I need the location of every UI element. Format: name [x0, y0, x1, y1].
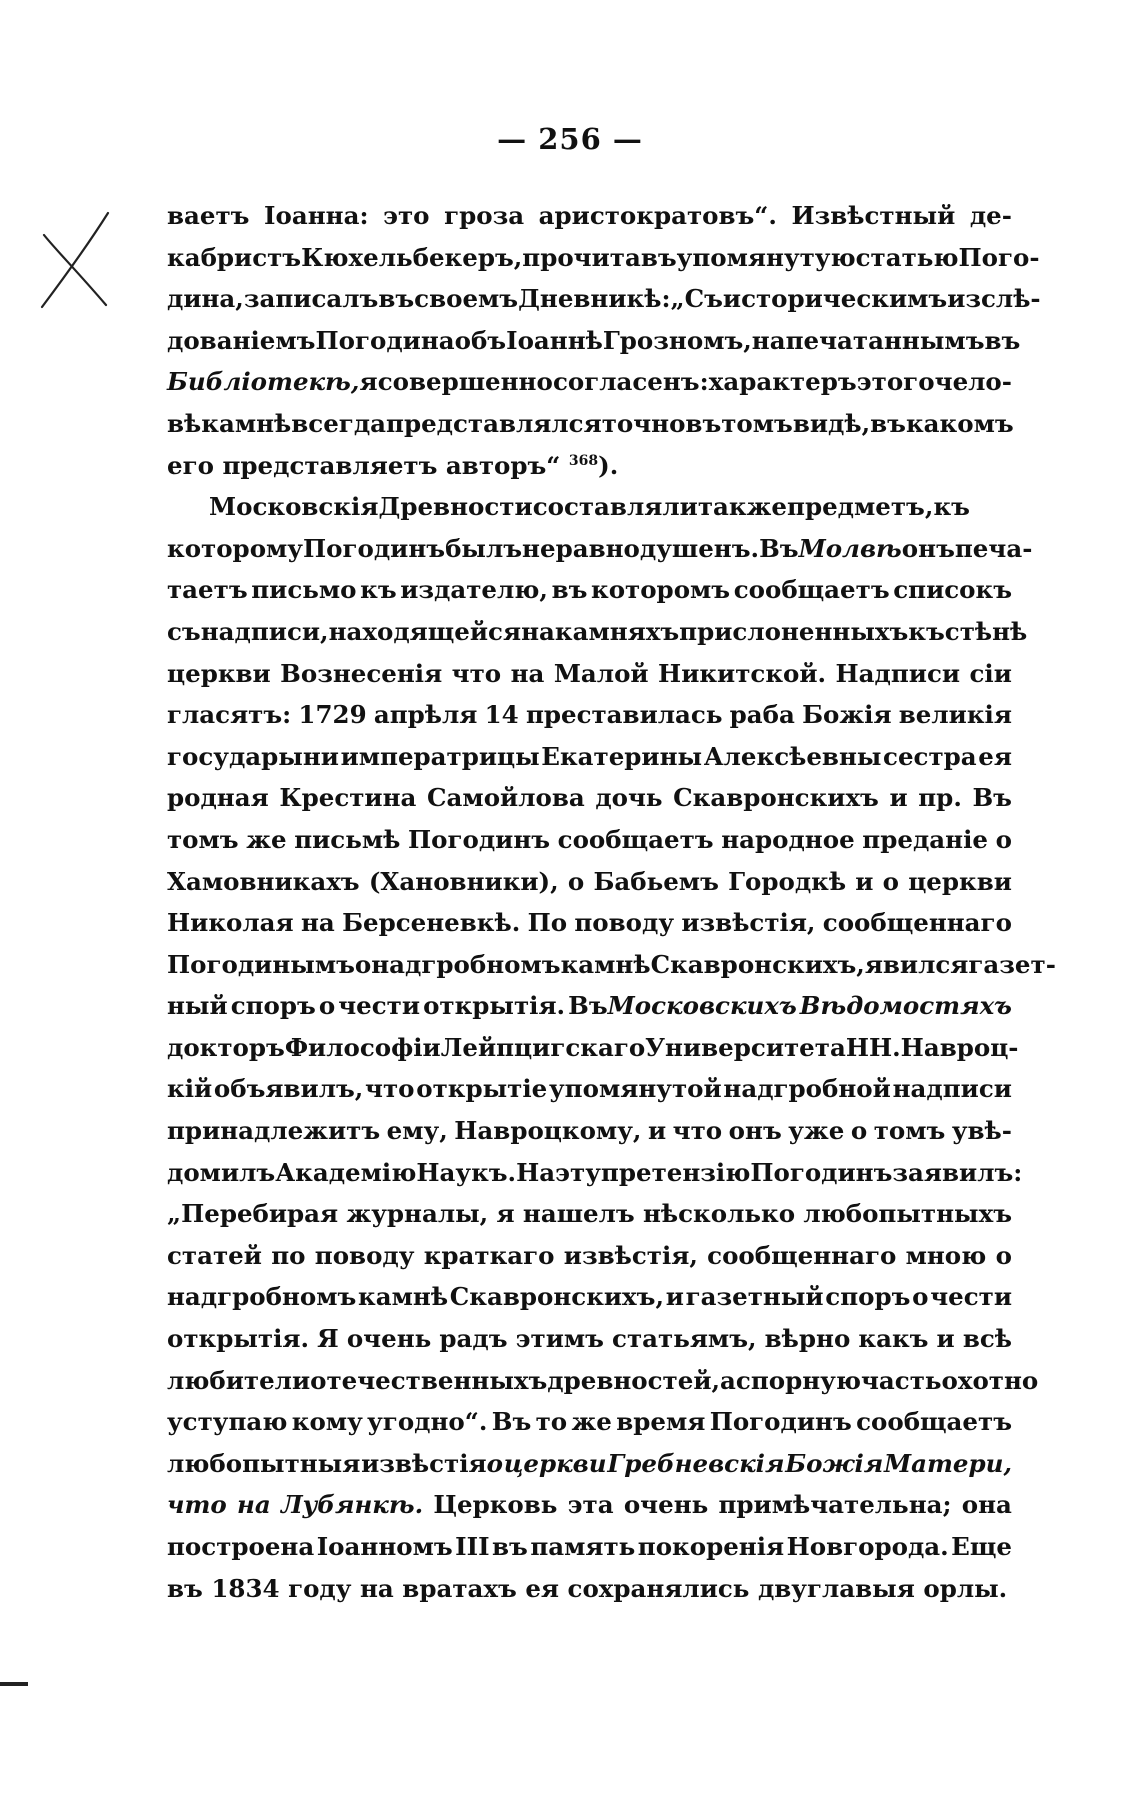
text-line: любители отечественныхъ древностей, а спорную часть охотно: [167, 1365, 1039, 1395]
text-line: домилъ Академію Наукъ. На эту претензію Погодинъ заявилъ:: [167, 1157, 1023, 1187]
text-line: дованіемъ Погодина объ Іоаннѣ Грозномъ, напечатаннымъ въ: [167, 325, 1021, 355]
page-number: — 256 —: [497, 122, 643, 156]
text-line: статей по поводу краткаго извѣстія, сообщеннаго мною о: [167, 1240, 1012, 1270]
text-line: любопытныя извѣстіяо церкви Гребневскія Божія Матери,: [167, 1448, 1012, 1478]
text-line: томъ же письмѣ Погодинъ сообщаетъ народное преданіе о: [167, 824, 1012, 854]
text-line: уступаю кому угодно“. Въ то же время Погодинъ сообщаетъ: [167, 1407, 1012, 1437]
text-line: родная Крестина Самойлова дочь Скавронскихъ и пр. Въ: [167, 783, 1012, 813]
text-line: его представляетъ авторъ“ $^{368}$).: [167, 450, 619, 480]
text-line: ваетъ Іоанна: это гроза аристократовъ“. Извѣстный де-: [167, 201, 1012, 230]
text-line: открытія. Я очень радъ этимъ статьямъ, вѣрно какъ и всѣ: [167, 1324, 1012, 1354]
text-line: таетъ письмо къ издателю, въ которомъ сообщаетъ списокъ: [167, 575, 1012, 605]
text-line: ный споръ о чести открытія. ВъМосковскихъ Вѣдомостяхъ: [167, 991, 1012, 1021]
margin-dash: [0, 1682, 28, 1686]
text-line: докторъ Философіи Лейпцигскаго Университета Н Н. Навроц-: [167, 1032, 1019, 1062]
text-line: Библіотекѣ, я совершенно согласенъ: характеръ этого чело-: [167, 367, 1012, 397]
text-line: принадлежитъ ему, Навроцкому, и что онъ уже о томъ увѣ-: [167, 1116, 1012, 1146]
text-line: съ надписи, находящейся на камняхъ прислоненныхъ къ стѣнѣ: [167, 616, 1028, 646]
text-line: гласятъ: 1729 апрѣля 14 преставилась раба Божія великія: [167, 700, 1012, 730]
text-line: Николая на Берсеневкѣ. По поводу извѣстія, сообщеннаго: [167, 908, 1012, 938]
text-line: Московскія Древности составляли также предметъ, къ: [209, 492, 970, 522]
text-line: церкви Вознесенія что на Малой Никитской. Надписи сіи: [167, 658, 1012, 688]
body-text: [167, 195, 1056, 1609]
text-line: въ 1834 году на вратахъ ея сохранялись двуглавыя орлы.: [167, 1573, 1008, 1603]
text-line: дина, записалъ въ своемъ Дневникѣ: „Съ историческимъ изслѣ-: [167, 284, 1041, 314]
text-line: которому Погодинъ былъ неравнодушенъ. ВъМолвѣ онъ печа-: [167, 533, 1033, 563]
text-line: кій объявилъ, что открытіе упомянутой надгробной надписи: [167, 1074, 1012, 1104]
text-line: вѣка мнѣ всегда представлялся точно въ томъ видѣ, въ какомъ: [167, 408, 1014, 438]
footnote-ref: 368: [568, 452, 599, 469]
text-line: что на Лубянкѣ. Церковь эта очень примѣчательна; она: [167, 1490, 1012, 1520]
text-line: государыни императрицы Екатерины Алексѣевны сестра ея: [167, 741, 1012, 771]
text-line: надгробномъ камнѣ Скавронскихъ, и газетный споръ о чести: [167, 1282, 1012, 1312]
text-line: кабристъ Кюхельбекеръ, прочитавъ упомянутую статью Пого-: [167, 242, 1040, 272]
text-line: Хамовникахъ (Хановники), о Бабьемъ Городкѣ и о церкви: [167, 866, 1012, 896]
handwritten-x-mark-icon: [36, 205, 116, 315]
text-line: „Перебирая журналы, я нашелъ нѣсколько любопытныхъ: [167, 1199, 1012, 1229]
text-line: Погодинымъ о надгробномъ камнѣ Скавронскихъ, явился газет-: [167, 949, 1056, 979]
text-line: построена Іоанномъ III въ память покоренія Новгорода. Еще: [167, 1532, 1012, 1561]
